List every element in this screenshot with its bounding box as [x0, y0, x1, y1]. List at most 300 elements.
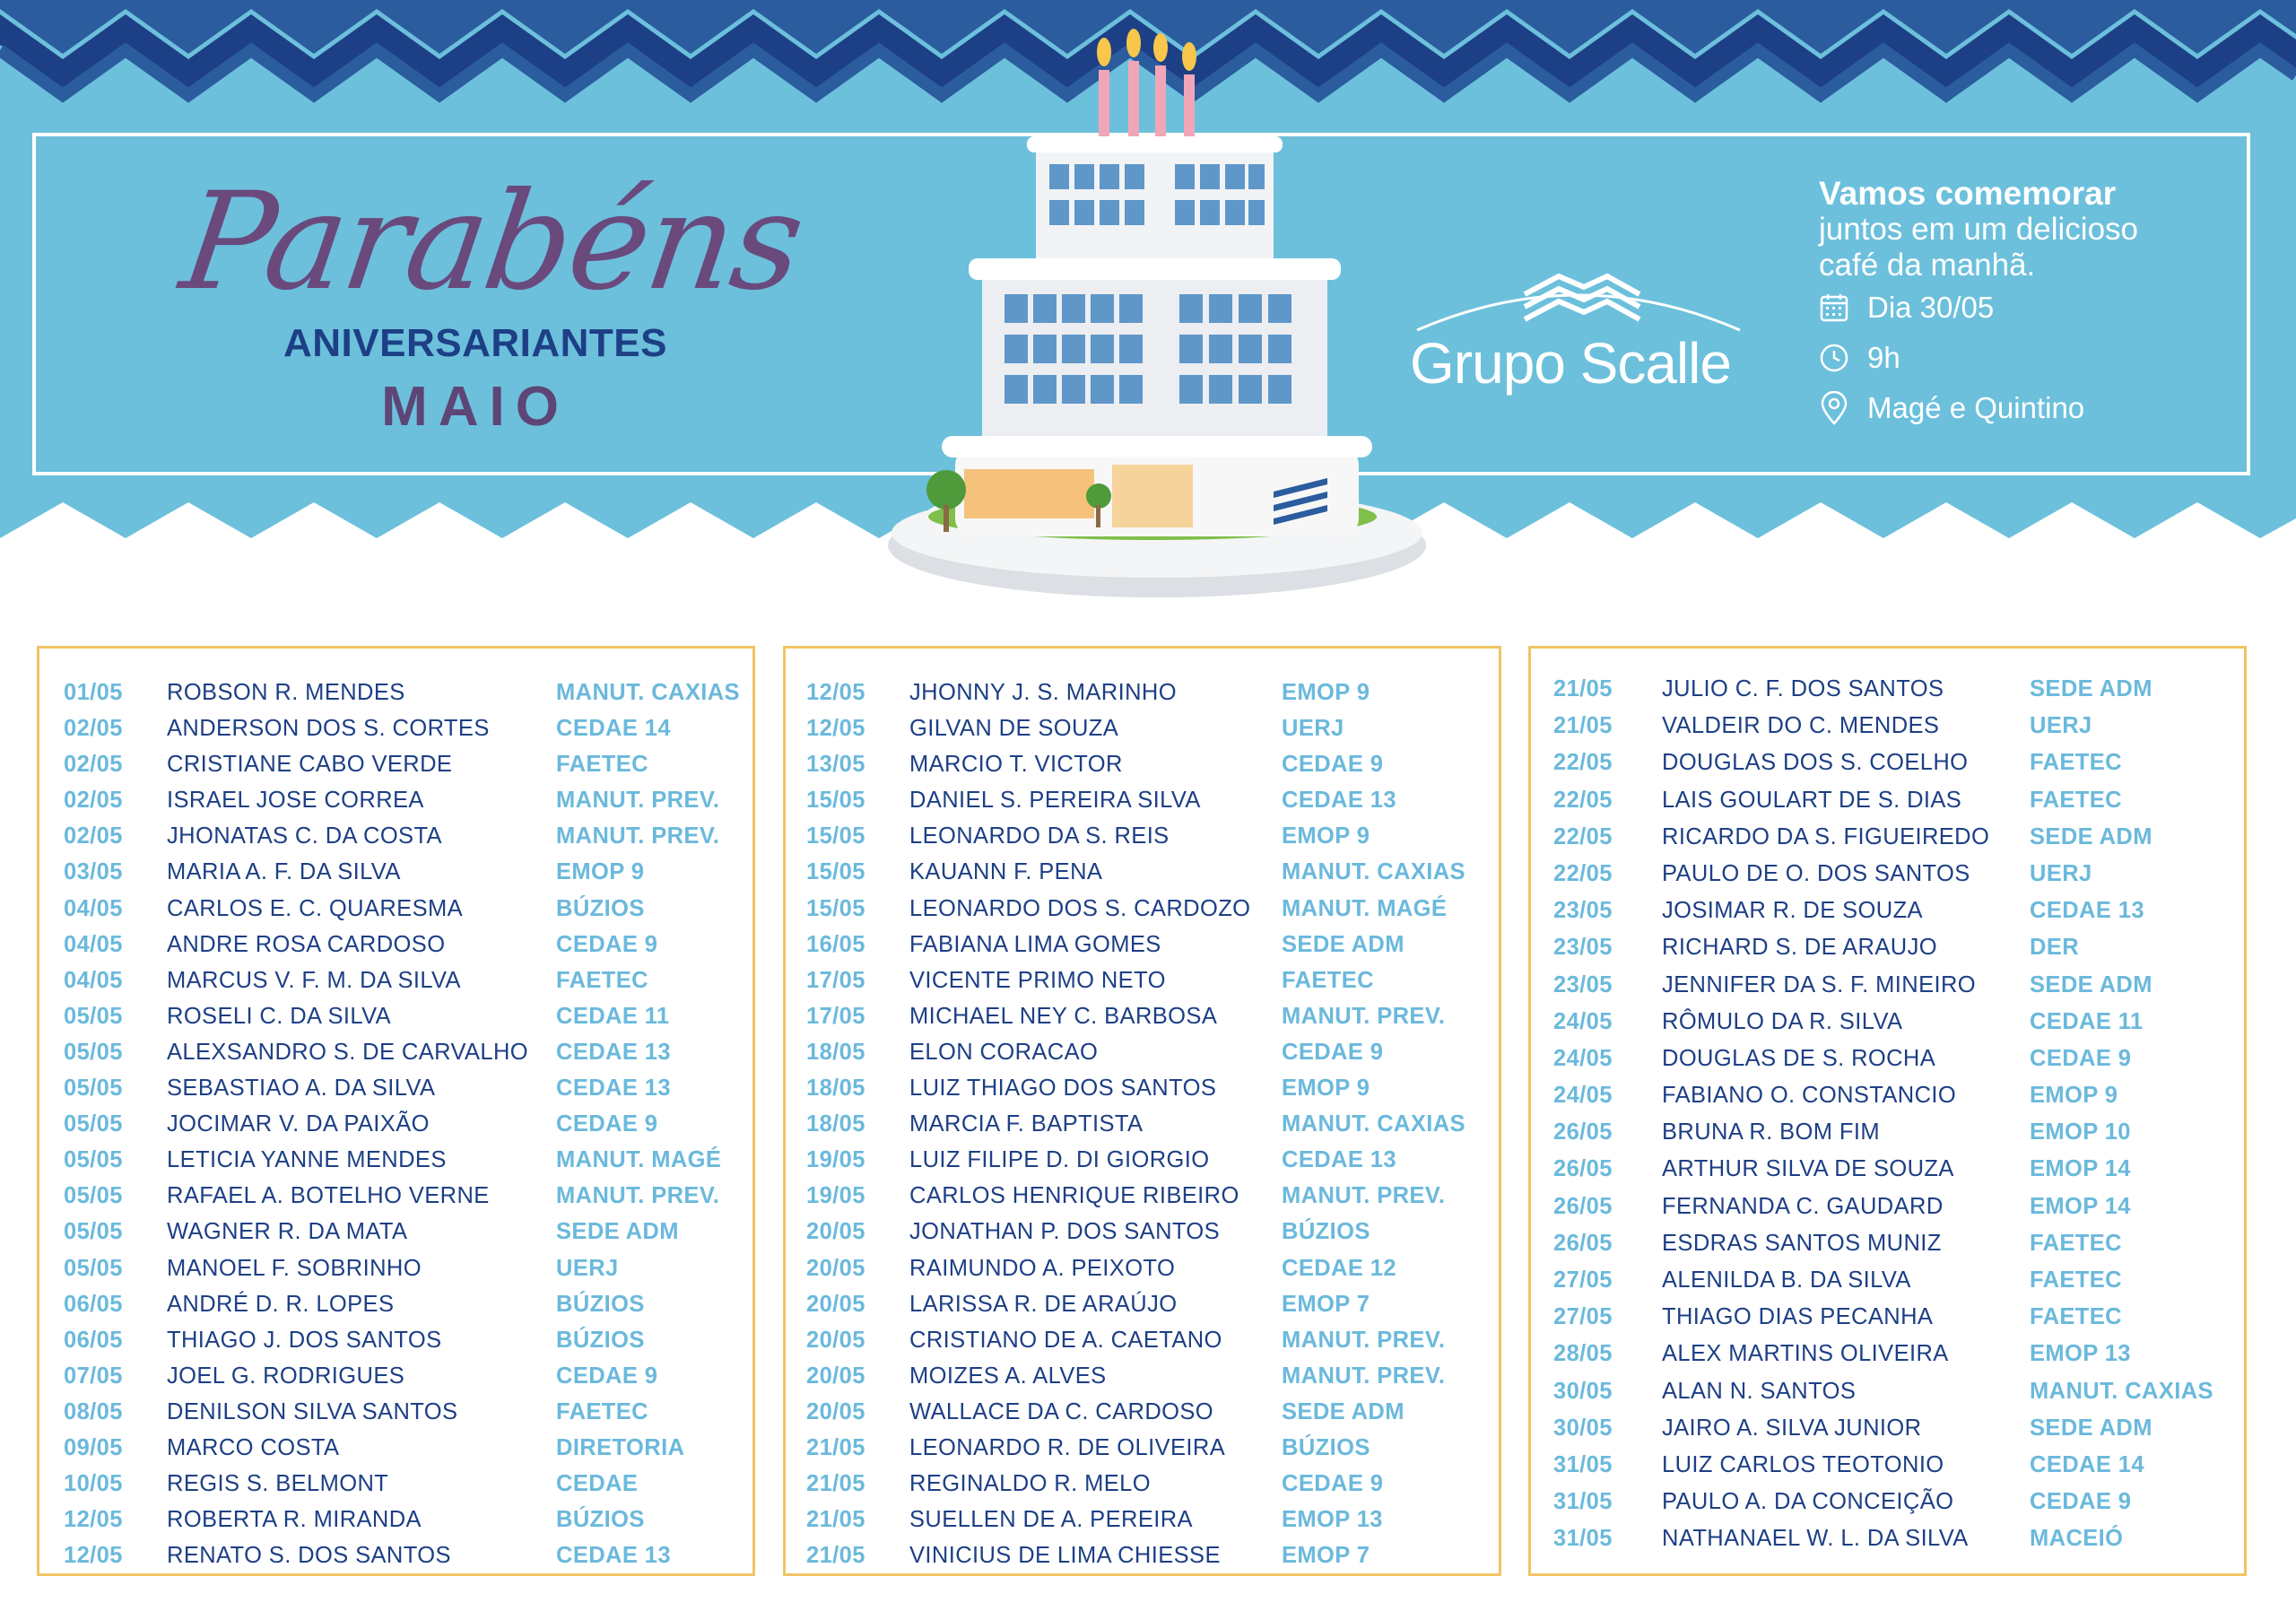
- employee-name: NATHANAEL W. L. DA SILVA: [1662, 1526, 1969, 1552]
- employee-name: JENNIFER DA S. F. MINEIRO: [1662, 971, 1977, 997]
- list-item: [1531, 893, 2244, 929]
- birthday-date: 02/05: [64, 752, 123, 778]
- employee-unit: UERJ: [556, 1255, 619, 1281]
- list-item: [1531, 1151, 2244, 1188]
- employee-unit: BÚZIOS: [556, 1291, 645, 1317]
- employee-name: THIAGO J. DOS SANTOS: [167, 1327, 442, 1353]
- list-item: [786, 1286, 1499, 1322]
- birthday-list-column-3: [1528, 646, 2247, 1576]
- birthday-date: 05/05: [64, 1039, 123, 1065]
- birthday-date: 19/05: [806, 1147, 865, 1173]
- employee-name: LUIZ CARLOS TEOTONIO: [1662, 1451, 1944, 1477]
- employee-unit: CEDAE 13: [2030, 898, 2144, 924]
- employee-unit: EMOP 13: [1282, 1507, 1383, 1533]
- employee-unit: CEDAE 13: [556, 1076, 671, 1102]
- birthday-date: 17/05: [806, 1003, 865, 1029]
- birthday-date: 01/05: [64, 680, 123, 705]
- employee-unit: DER: [2030, 935, 2080, 961]
- employee-name: JONATHAN P. DOS SANTOS: [909, 1219, 1221, 1245]
- employee-unit: DIRETORIA: [556, 1434, 685, 1460]
- birthday-date: 22/05: [1553, 787, 1613, 813]
- birthday-date: 22/05: [1553, 860, 1613, 886]
- employee-name: MARCIA F. BAPTISTA: [909, 1111, 1144, 1137]
- birthday-date: 02/05: [64, 716, 123, 742]
- employee-name: MARIA A. F. DA SILVA: [167, 859, 401, 885]
- employee-unit: MANUT. PREV.: [1282, 1327, 1446, 1353]
- employee-unit: SEDE ADM: [1282, 931, 1405, 957]
- employee-unit: MANUT. CAXIAS: [1282, 859, 1465, 885]
- list-item: [786, 1214, 1499, 1250]
- birthday-date: 21/05: [806, 1507, 865, 1533]
- birthday-date: 06/05: [64, 1291, 123, 1317]
- birthday-date: 04/05: [64, 895, 123, 921]
- list-item: [1531, 1484, 2244, 1520]
- employee-name: CRISTIANO DE A. CAETANO: [909, 1327, 1222, 1353]
- employee-unit: MANUT. MAGÉ: [1282, 895, 1448, 921]
- employee-unit: CEDAE 12: [1282, 1255, 1396, 1281]
- list-item: [786, 1430, 1499, 1466]
- employee-name: CARLOS HENRIQUE RIBEIRO: [909, 1183, 1239, 1209]
- employee-unit: UERJ: [2030, 860, 2092, 886]
- birthday-date: 03/05: [64, 859, 123, 885]
- birthday-date: 18/05: [806, 1111, 865, 1137]
- list-item: [786, 1466, 1499, 1502]
- event-place: Magé e Quintino: [1867, 391, 2085, 424]
- list-item: [1531, 708, 2244, 745]
- employee-name: RÔMULO DA R. SILVA: [1662, 1008, 1903, 1034]
- employee-name: ANDRE ROSA CARDOSO: [167, 931, 446, 957]
- employee-name: KAUANN F. PENA: [909, 859, 1103, 885]
- birthday-date: 05/05: [64, 1003, 123, 1029]
- birthday-date: 15/05: [806, 895, 865, 921]
- list-item: [39, 1430, 752, 1466]
- list-item: [39, 782, 752, 818]
- employee-unit: CEDAE 14: [556, 716, 671, 742]
- employee-name: FABIANO O. CONSTANCIO: [1662, 1083, 1957, 1109]
- employee-unit: FAETEC: [2030, 787, 2122, 813]
- employee-name: ANDRÉ D. R. LOPES: [167, 1291, 395, 1317]
- employee-name: VALDEIR DO C. MENDES: [1662, 713, 1940, 739]
- birthday-list: [39, 675, 752, 1573]
- employee-unit: MACEIÓ: [2030, 1526, 2124, 1552]
- birthday-date: 15/05: [806, 823, 865, 849]
- birthday-date: 26/05: [1553, 1193, 1613, 1219]
- birthday-date: 30/05: [1553, 1378, 1613, 1404]
- event-date: Dia 30/05: [1867, 291, 1995, 324]
- birthday-date: 15/05: [806, 788, 865, 814]
- list-item: [1531, 1189, 2244, 1225]
- employee-unit: UERJ: [1282, 716, 1344, 742]
- employee-name: FERNANDA C. GAUDARD: [1662, 1193, 1944, 1219]
- birthday-date: 21/05: [1553, 713, 1613, 739]
- list-item: [786, 818, 1499, 854]
- employee-name: SUELLEN DE A. PEREIRA: [909, 1507, 1193, 1533]
- birthday-date: 31/05: [1553, 1526, 1613, 1552]
- list-item: [39, 710, 752, 746]
- employee-unit: BÚZIOS: [556, 1507, 645, 1533]
- employee-unit: FAETEC: [2030, 1304, 2122, 1330]
- list-item: [1531, 819, 2244, 856]
- employee-name: DOUGLAS DOS S. COELHO: [1662, 750, 1969, 776]
- birthday-date: 20/05: [806, 1398, 865, 1424]
- list-item: [39, 927, 752, 962]
- birthday-list-column-2: [783, 646, 1501, 1576]
- employee-name: JOCIMAR V. DA PAIXÃO: [167, 1111, 430, 1137]
- birthday-date: 09/05: [64, 1434, 123, 1460]
- list-item: [39, 818, 752, 854]
- list-item: [786, 1034, 1499, 1070]
- birthday-date: 06/05: [64, 1327, 123, 1353]
- employee-unit: CEDAE 11: [2030, 1008, 2144, 1034]
- birthday-date: 21/05: [806, 1543, 865, 1569]
- birthday-date: 26/05: [1553, 1156, 1613, 1182]
- employee-name: RICHARD S. DE ARAUJO: [1662, 935, 1937, 961]
- employee-name: LARISSA R. DE ARAÚJO: [909, 1291, 1178, 1317]
- list-item: [39, 1106, 752, 1142]
- employee-unit: FAETEC: [1282, 967, 1374, 993]
- employee-name: ROBSON R. MENDES: [167, 680, 405, 705]
- employee-name: JAIRO A. SILVA JUNIOR: [1662, 1415, 1922, 1441]
- employee-name: JOEL G. RODRIGUES: [167, 1363, 405, 1389]
- employee-name: MICHAEL NEY C. BARBOSA: [909, 1003, 1218, 1029]
- employee-name: WALLACE DA C. CARDOSO: [909, 1398, 1214, 1424]
- birthday-date: 26/05: [1553, 1230, 1613, 1256]
- employee-name: ISRAEL JOSE CORREA: [167, 788, 424, 814]
- brand-name: Grupo Scalle: [1410, 331, 1731, 396]
- employee-name: BRUNA R. BOM FIM: [1662, 1119, 1880, 1145]
- list-item: [39, 1286, 752, 1322]
- list-item: [786, 1178, 1499, 1214]
- list-item: [39, 1250, 752, 1286]
- list-item: [786, 1322, 1499, 1358]
- employee-name: JHONATAS C. DA COSTA: [167, 823, 442, 849]
- month-label: MAIO: [381, 376, 570, 438]
- employee-name: ROSELI C. DA SILVA: [167, 1003, 392, 1029]
- list-item: [1531, 1373, 2244, 1410]
- list-item: [39, 891, 752, 927]
- employee-unit: CEDAE 13: [1282, 788, 1396, 814]
- birthday-date: 02/05: [64, 823, 123, 849]
- birthday-date: 28/05: [1553, 1341, 1613, 1367]
- employee-unit: CEDAE: [556, 1471, 639, 1497]
- list-item: [39, 1070, 752, 1106]
- birthday-date: 20/05: [806, 1219, 865, 1245]
- employee-unit: CEDAE 14: [2030, 1451, 2144, 1477]
- employee-unit: CEDAE 9: [2030, 1045, 2132, 1071]
- birthday-date: 12/05: [64, 1507, 123, 1533]
- employee-unit: SEDE ADM: [2030, 1415, 2152, 1441]
- list-item: [1531, 745, 2244, 781]
- employee-name: DENILSON SILVA SANTOS: [167, 1398, 458, 1424]
- employee-name: REGINALDO R. MELO: [909, 1471, 1151, 1497]
- list-item: [1531, 1225, 2244, 1262]
- employee-unit: BÚZIOS: [556, 895, 645, 921]
- employee-unit: CEDAE 11: [556, 1003, 670, 1029]
- birthday-date: 22/05: [1553, 750, 1613, 776]
- employee-unit: FAETEC: [556, 752, 648, 778]
- employee-unit: SEDE ADM: [1282, 1398, 1405, 1424]
- employee-name: DOUGLAS DE S. ROCHA: [1662, 1045, 1936, 1071]
- employee-unit: EMOP 9: [1282, 823, 1370, 849]
- employee-unit: MANUT. CAXIAS: [1282, 1111, 1465, 1137]
- employee-unit: CEDAE 13: [556, 1039, 671, 1065]
- list-item: [786, 1358, 1499, 1394]
- list-item: [786, 710, 1499, 746]
- employee-unit: CEDAE 13: [1282, 1147, 1396, 1173]
- birthday-date: 27/05: [1553, 1267, 1613, 1293]
- list-item: [786, 1142, 1499, 1178]
- employee-unit: SEDE ADM: [556, 1219, 679, 1245]
- employee-unit: FAETEC: [2030, 1267, 2122, 1293]
- employee-unit: EMOP 9: [1282, 1076, 1370, 1102]
- list-item: [39, 1394, 752, 1430]
- list-item: [39, 998, 752, 1034]
- list-item: [1531, 929, 2244, 966]
- list-item: [39, 675, 752, 710]
- employee-name: REGIS S. BELMONT: [167, 1471, 389, 1497]
- list-item: [1531, 1447, 2244, 1484]
- birthday-date: 15/05: [806, 859, 865, 885]
- building-cake-illustration: [879, 25, 1435, 626]
- birthday-date: 05/05: [64, 1255, 123, 1281]
- employee-name: RICARDO DA S. FIGUEIREDO: [1662, 823, 1990, 849]
- birthday-date: 19/05: [806, 1183, 865, 1209]
- list-item: [39, 1178, 752, 1214]
- birthday-date: 13/05: [806, 752, 865, 778]
- employee-unit: BÚZIOS: [1282, 1434, 1370, 1460]
- employee-name: GILVAN DE SOUZA: [909, 716, 1119, 742]
- list-item: [39, 1142, 752, 1178]
- employee-unit: MANUT. CAXIAS: [2030, 1378, 2213, 1404]
- birthday-date: 23/05: [1553, 935, 1613, 961]
- employee-name: MARCUS V. F. M. DA SILVA: [167, 967, 461, 993]
- birthday-date: 17/05: [806, 967, 865, 993]
- birthday-date: 08/05: [64, 1398, 123, 1424]
- birthday-date: 30/05: [1553, 1415, 1613, 1441]
- employee-unit: EMOP 9: [2030, 1083, 2118, 1109]
- birthday-date: 02/05: [64, 788, 123, 814]
- birthday-date: 21/05: [1553, 676, 1613, 701]
- employee-name: JOSIMAR R. DE SOUZA: [1662, 898, 1923, 924]
- employee-unit: MANUT. CAXIAS: [556, 680, 740, 705]
- clock-icon: [1819, 343, 1849, 373]
- list-item: [1531, 1041, 2244, 1077]
- employee-unit: EMOP 14: [2030, 1193, 2131, 1219]
- employee-unit: MANUT. PREV.: [556, 1183, 720, 1209]
- employee-name: MARCIO T. VICTOR: [909, 752, 1123, 778]
- employee-name: MARCO COSTA: [167, 1434, 340, 1460]
- calendar-icon: [1819, 292, 1849, 323]
- birthday-date: 26/05: [1553, 1119, 1613, 1145]
- event-line-1: juntos em um delicioso: [1819, 212, 2138, 247]
- birthday-date: 05/05: [64, 1147, 123, 1173]
- list-item: [786, 927, 1499, 962]
- candles: [1097, 29, 1196, 151]
- employee-name: CRISTIANE CABO VERDE: [167, 752, 453, 778]
- employee-unit: EMOP 14: [2030, 1156, 2131, 1182]
- list-item: [1531, 967, 2244, 1004]
- birthday-date: 27/05: [1553, 1304, 1613, 1330]
- birthday-date: 22/05: [1553, 823, 1613, 849]
- birthday-list: [786, 675, 1499, 1573]
- employee-name: LEONARDO DA S. REIS: [909, 823, 1170, 849]
- employee-unit: UERJ: [2030, 713, 2092, 739]
- birthday-date: 07/05: [64, 1363, 123, 1389]
- employee-unit: MANUT. PREV.: [1282, 1003, 1446, 1029]
- employee-unit: MANUT. PREV.: [556, 823, 720, 849]
- title-parabens: Parabéns: [172, 164, 812, 320]
- employee-name: RAIMUNDO A. PEIXOTO: [909, 1255, 1176, 1281]
- employee-name: FABIANA LIMA GOMES: [909, 931, 1161, 957]
- employee-unit: CEDAE 9: [1282, 1039, 1384, 1065]
- employee-name: DANIEL S. PEREIRA SILVA: [909, 788, 1201, 814]
- list-item: [786, 675, 1499, 710]
- birthday-date: 12/05: [806, 716, 865, 742]
- employee-unit: CEDAE 9: [556, 1363, 658, 1389]
- birthday-date: 20/05: [806, 1327, 865, 1353]
- list-item: [786, 1250, 1499, 1286]
- employee-name: ESDRAS SANTOS MUNIZ: [1662, 1230, 1942, 1256]
- birthday-date: 20/05: [806, 1291, 865, 1317]
- employee-unit: CEDAE 9: [1282, 1471, 1384, 1497]
- employee-name: PAULO DE O. DOS SANTOS: [1662, 860, 1970, 886]
- event-place-row: [1819, 391, 2084, 425]
- birthday-date: 23/05: [1553, 971, 1613, 997]
- employee-name: ALAN N. SANTOS: [1662, 1378, 1857, 1404]
- employee-name: VICENTE PRIMO NETO: [909, 967, 1166, 993]
- list-item: [39, 962, 752, 998]
- employee-name: ALEX MARTINS OLIVEIRA: [1662, 1341, 1949, 1367]
- list-item: [1531, 1410, 2244, 1447]
- employee-name: LAIS GOULART DE S. DIAS: [1662, 787, 1962, 813]
- employee-name: MOIZES A. ALVES: [909, 1363, 1107, 1389]
- birthday-date: 20/05: [806, 1363, 865, 1389]
- birthday-date: 18/05: [806, 1039, 865, 1065]
- birthday-date: 24/05: [1553, 1083, 1613, 1109]
- employee-unit: MANUT. PREV.: [1282, 1363, 1446, 1389]
- employee-name: ALEXSANDRO S. DE CARVALHO: [167, 1039, 529, 1065]
- list-item: [1531, 1114, 2244, 1151]
- birthday-date: 21/05: [806, 1434, 865, 1460]
- employee-name: LUIZ THIAGO DOS SANTOS: [909, 1076, 1217, 1102]
- list-item: [786, 746, 1499, 782]
- employee-unit: BÚZIOS: [556, 1327, 645, 1353]
- birthday-list-column-1: [37, 646, 755, 1576]
- employee-name: ANDERSON DOS S. CORTES: [167, 716, 490, 742]
- employee-unit: SEDE ADM: [2030, 823, 2152, 849]
- employee-name: LETICIA YANNE MENDES: [167, 1147, 447, 1173]
- list-item: [786, 891, 1499, 927]
- birthday-date: 31/05: [1553, 1489, 1613, 1515]
- location-pin-icon: [1819, 391, 1849, 425]
- list-item: [39, 1214, 752, 1250]
- list-item: [39, 1358, 752, 1394]
- list-item: [786, 854, 1499, 890]
- birthday-date: 24/05: [1553, 1045, 1613, 1071]
- employee-unit: EMOP 9: [1282, 680, 1370, 705]
- list-item: [1531, 856, 2244, 893]
- list-item: [786, 1502, 1499, 1537]
- list-item: [1531, 1336, 2244, 1372]
- employee-name: SEBASTIAO A. DA SILVA: [167, 1076, 436, 1102]
- employee-unit: BÚZIOS: [1282, 1219, 1370, 1245]
- employee-name: RENATO S. DOS SANTOS: [167, 1543, 451, 1569]
- list-item: [1531, 1299, 2244, 1336]
- list-item: [1531, 782, 2244, 819]
- employee-unit: MANUT. PREV.: [556, 788, 720, 814]
- employee-unit: CEDAE 9: [556, 1111, 658, 1137]
- event-time: 9h: [1867, 341, 1900, 374]
- employee-unit: CEDAE 9: [556, 931, 658, 957]
- employee-name: LUIZ FILIPE D. DI GIORGIO: [909, 1147, 1210, 1173]
- list-item: [786, 1394, 1499, 1430]
- employee-unit: FAETEC: [2030, 750, 2122, 776]
- list-item: [786, 782, 1499, 818]
- birthday-date: 21/05: [806, 1471, 865, 1497]
- list-item: [39, 1502, 752, 1537]
- employee-unit: FAETEC: [556, 967, 648, 993]
- birthday-date: 24/05: [1553, 1008, 1613, 1034]
- list-item: [786, 1070, 1499, 1106]
- event-line-2: café da manhã.: [1819, 248, 2036, 283]
- list-item: [39, 854, 752, 890]
- list-item: [39, 1034, 752, 1070]
- employee-name: ROBERTA R. MIRANDA: [167, 1507, 422, 1533]
- list-item: [39, 1466, 752, 1502]
- employee-unit: EMOP 9: [556, 859, 645, 885]
- event-time-row: [1819, 341, 1900, 375]
- employee-name: WAGNER R. DA MATA: [167, 1219, 408, 1245]
- birthday-date: 23/05: [1553, 898, 1613, 924]
- employee-name: PAULO A. DA CONCEIÇÃO: [1662, 1489, 1954, 1515]
- employee-unit: EMOP 10: [2030, 1119, 2131, 1145]
- employee-unit: SEDE ADM: [2030, 971, 2152, 997]
- event-date-row: [1819, 291, 1994, 325]
- employee-unit: CEDAE 9: [1282, 752, 1384, 778]
- employee-unit: CEDAE 13: [556, 1543, 671, 1569]
- employee-name: LEONARDO R. DE OLIVEIRA: [909, 1434, 1226, 1460]
- employee-name: VINICIUS DE LIMA CHIESSE: [909, 1543, 1221, 1569]
- list-item: [1531, 1077, 2244, 1114]
- list-item: [1531, 671, 2244, 708]
- employee-unit: SEDE ADM: [2030, 676, 2152, 701]
- birthday-date: 05/05: [64, 1183, 123, 1209]
- event-headline: Vamos comemorar: [1819, 175, 2117, 212]
- list-item: [786, 998, 1499, 1034]
- birthday-date: 10/05: [64, 1471, 123, 1497]
- employee-name: JULIO C. F. DOS SANTOS: [1662, 676, 1944, 701]
- birthday-date: 12/05: [64, 1543, 123, 1569]
- birthday-date: 04/05: [64, 967, 123, 993]
- employee-name: MANOEL F. SOBRINHO: [167, 1255, 422, 1281]
- employee-name: ARTHUR SILVA DE SOUZA: [1662, 1156, 1954, 1182]
- employee-unit: EMOP 13: [2030, 1341, 2131, 1367]
- birthday-date: 18/05: [806, 1076, 865, 1102]
- list-item: [1531, 1004, 2244, 1041]
- employee-name: THIAGO DIAS PECANHA: [1662, 1304, 1934, 1330]
- employee-name: JHONNY J. S. MARINHO: [909, 680, 1177, 705]
- list-item: [1531, 1520, 2244, 1557]
- employee-name: CARLOS E. C. QUARESMA: [167, 895, 464, 921]
- birthday-date: 20/05: [806, 1255, 865, 1281]
- list-item: [39, 746, 752, 782]
- list-item: [39, 1537, 752, 1573]
- employee-name: ALENILDA B. DA SILVA: [1662, 1267, 1911, 1293]
- employee-unit: FAETEC: [2030, 1230, 2122, 1256]
- employee-unit: MANUT. MAGÉ: [556, 1147, 722, 1173]
- employee-unit: EMOP 7: [1282, 1543, 1370, 1569]
- list-item: [786, 1537, 1499, 1573]
